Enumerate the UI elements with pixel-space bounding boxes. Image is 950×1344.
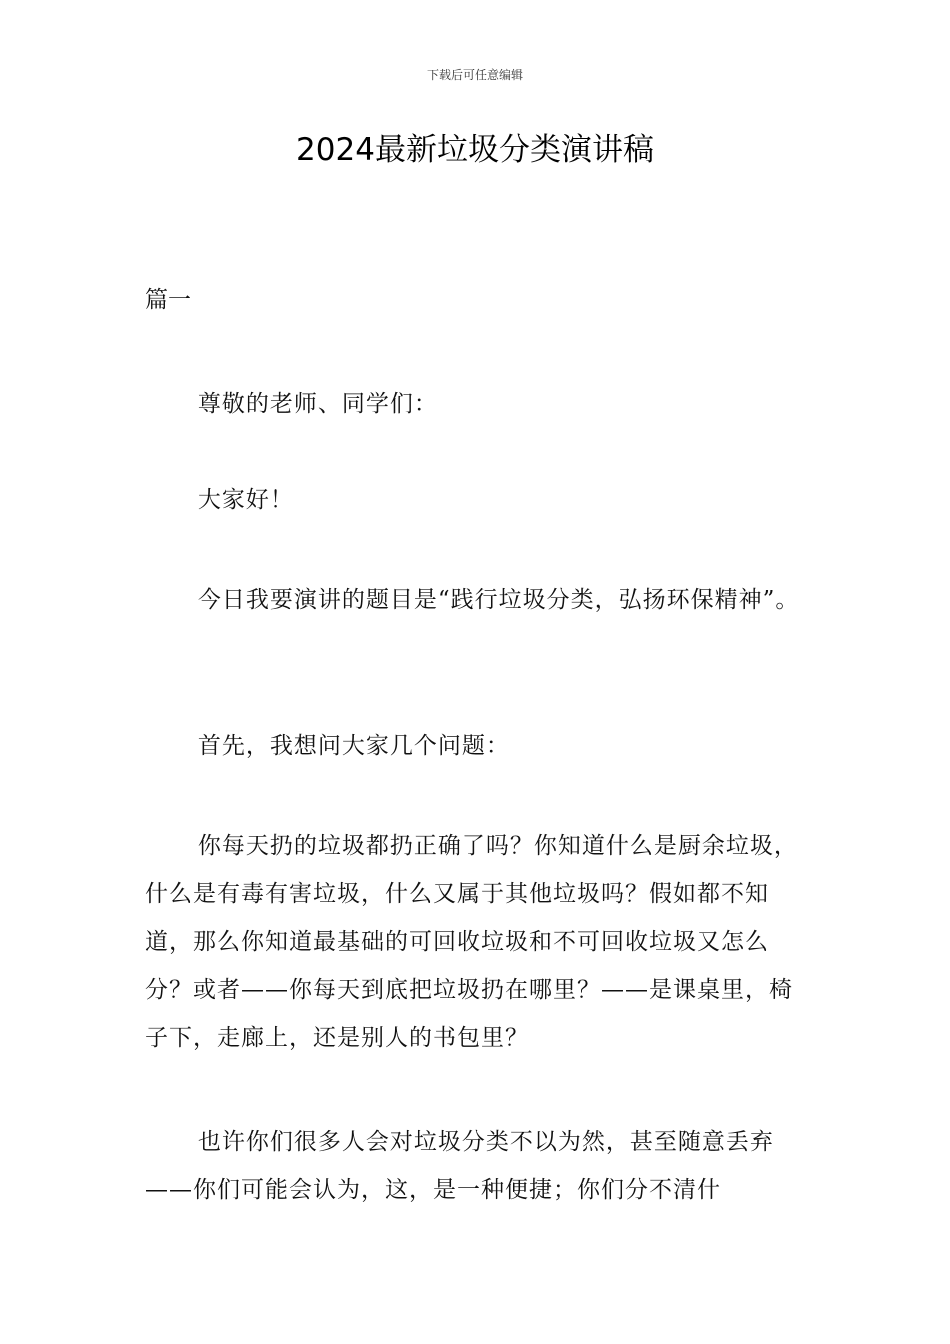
document-title: 2024最新垃圾分类演讲稿 xyxy=(296,132,654,168)
paragraph-questions-intro: 首先，我想问大家几个问题： xyxy=(197,733,510,759)
section-label: 篇一 xyxy=(145,287,191,313)
paragraph-attitude: 也许你们很多人会对垃圾分类不以为然，甚至随意丢弃——你们可能会认为，这，是一种便捷；你们分不清什 xyxy=(145,1129,774,1203)
paragraph-greeting-hello: 大家好！ xyxy=(197,487,294,513)
paragraph-questions: 你每天扔的垃圾都扔正确了吗？你知道什么是厨余垃圾，什么是有毒有害垃圾，什么又属于其他垃圾吗？假如都不知道，那么你知道最基础的可回收垃圾和不可回收垃圾又怎么分？或者——你每天到底把垃圾扔在哪里？——是课桌里，椅子下，走廊上，还是别人的书包里？ xyxy=(145,833,798,1051)
paragraph-topic: 今日我要演讲的题目是“践行垃圾分类，弘扬环保精神”。 xyxy=(197,587,800,613)
header-note: 下载后可任意编辑 xyxy=(426,68,523,82)
paragraph-greeting-audience: 尊敬的老师、同学们： xyxy=(197,391,438,417)
